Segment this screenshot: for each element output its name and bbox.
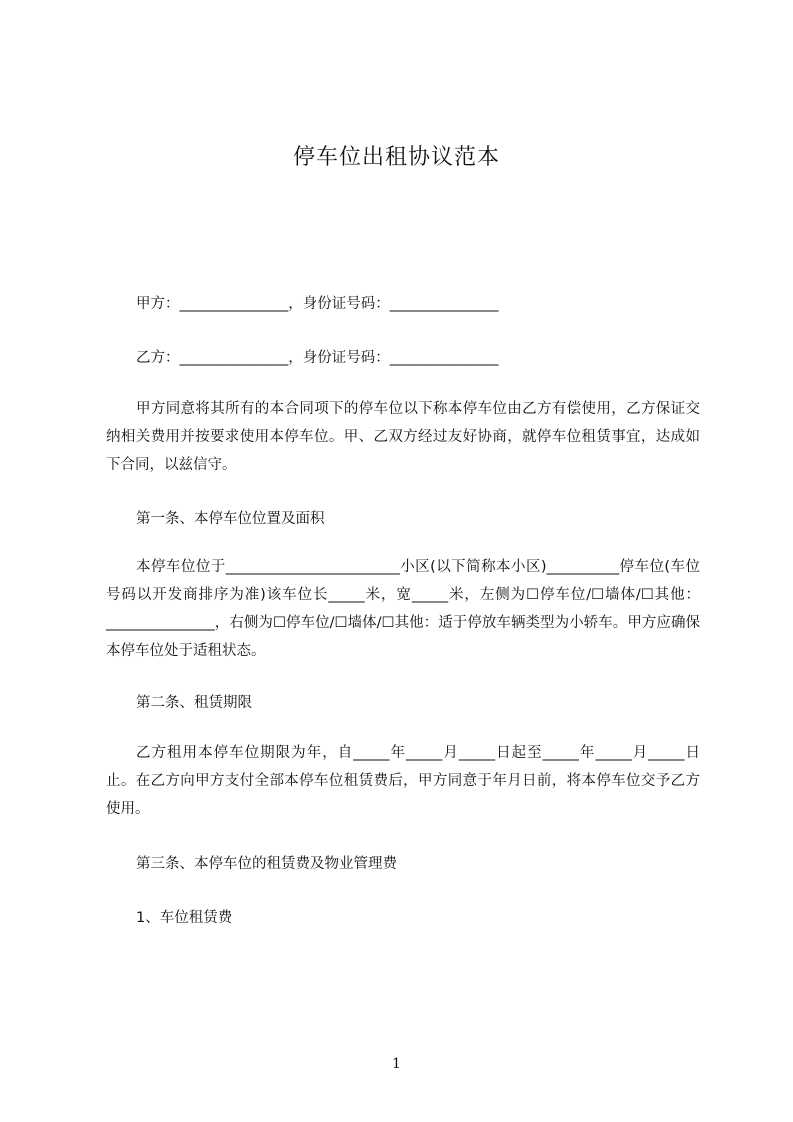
item-1-heading: 1、车位租赁费 bbox=[136, 910, 233, 926]
party-b-line: 乙方：_______________，身份证号码：_______________ bbox=[136, 350, 499, 366]
party-a-line: 甲方：_______________，身份证号码：_______________ bbox=[136, 296, 499, 312]
intro-paragraph: 甲方同意将其所有的本合同项下的停车位以下称本停车位由乙方有偿使用，乙方保证交纳相关费用并按要求使用本停车位。甲、乙双方经过友好协商，就停车位租赁事宜，达成如下合同，以兹信守。 bbox=[106, 401, 700, 473]
article-1-body: 本停车位位于________________________小区(以下简称本小区)__________停车位(车位号码以开发商排序为准)该车位长_____米，宽_____米，左侧为☐停车位/☐墙体/☐其他：_______________，右侧为☐停车位/☐墙体/☐其他：适于停放车辆类型为小轿车。甲方应确保本停车位处于适租状态。 bbox=[106, 559, 700, 659]
article-1-heading: 第一条、本停车位位置及面积 bbox=[136, 511, 325, 527]
article-2-body: 乙方租用本停车位期限为年，自_____年_____月_____日起至_____年_____月_____日止。在乙方向甲方支付全部本停车位租赁费后，甲方同意于年月日前，将本停车位交予乙方使用。 bbox=[106, 745, 700, 817]
page-number: 1 bbox=[392, 1056, 401, 1072]
article-2-heading: 第二条、租赁期限 bbox=[136, 695, 252, 711]
article-3-heading: 第三条、本停车位的租赁费及物业管理费 bbox=[136, 856, 397, 872]
document-title: 停车位出租协议范本 bbox=[292, 145, 500, 170]
